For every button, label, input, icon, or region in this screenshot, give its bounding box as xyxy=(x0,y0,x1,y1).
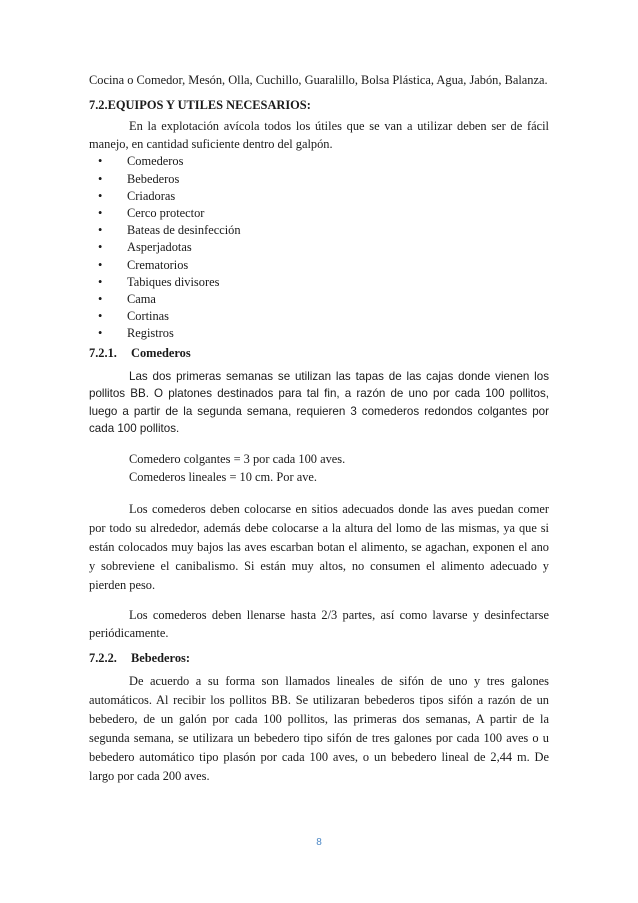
spacer xyxy=(89,595,549,607)
section-7-2-paragraph: En la explotación avícola todos los útiles que se van a utilizar deben ser de fácil manejo, en cantidad suficiente dentro del galpón. xyxy=(89,119,549,151)
list-item: • Comederos xyxy=(89,153,549,170)
list-item: • Cama xyxy=(89,291,549,308)
list-item: • Cerco protector xyxy=(89,205,549,222)
bullet-icon: • xyxy=(98,171,103,186)
section-7-2-1-heading xyxy=(89,345,549,363)
spacer xyxy=(89,486,549,500)
bullet-icon: • xyxy=(98,205,103,220)
section-7-2-heading: 7.2.EQUIPOS Y UTILES NECESARIOS: xyxy=(89,97,311,112)
section-number: 7.2.1. xyxy=(89,345,117,360)
bebederos-paragraph: De acuerdo a su forma son llamados lineales de sifón de uno y tres galones automáticos. Al recibir los pollitos BB. Se utilizaran bebederos tipos sifón a razón de un bebedero, de un galón por cada 100 pollitos, las primeras dos semanas, A partir de la segunda semana, se utilizara un bebedero tipo sifón de tres galones por cada 100 aves o u bebedero automático tipo plasón por cada 100 aves, o un bebedero lineal de 2,44 m. De largo por cada 200 aves. xyxy=(89,673,549,783)
bullet-icon: • xyxy=(98,274,103,289)
document-page xyxy=(89,72,549,786)
list-item: • Tabiques divisores xyxy=(89,274,549,291)
bullet-icon: • xyxy=(98,257,103,272)
comederos-paragraph-1: Las dos primeras semanas se utilizan las tapas de las cajas donde vienen los pollitos BB. O platones destinados para tal fin, a razón de uno por cada 100 pollitos, luego a partir de la segunda semana, requieren 3 comederos redondos colgantes por cada 100 pollitos. xyxy=(89,370,549,435)
list-item: • Criadoras xyxy=(89,188,549,205)
list-item: • Bebederos xyxy=(89,171,549,188)
section-7-2-2-heading xyxy=(89,650,549,668)
list-item: • Asperjadotas xyxy=(89,239,549,256)
list-item: • Registros xyxy=(89,325,549,342)
bullet-icon: • xyxy=(98,240,103,255)
list-item: • Crematorios xyxy=(89,257,549,274)
formula-comedero-colgantes: Comedero colgantes = 3 por cada 100 aves. xyxy=(129,452,346,467)
comederos-paragraph-2: Los comederos deben colocarse en sitios adecuados donde las aves puedan comer por todo su alrededor, además debe colocarse a la altura del lomo de las mismas, ya que si están colocados muy bajos las aves escarban botan el alimento, se agachan, exponen el ano y sobreviene el canibalismo. Si están muy altos, no consumen el alimento adecuado y pierden peso. xyxy=(89,502,549,593)
intro-paragraph: Cocina o Comedor, Mesón, Olla, Cuchillo, Guaralillo, Bolsa Plástica, Agua, Jabón, Balanza. xyxy=(89,73,548,87)
section-number: 7.2.2. xyxy=(89,651,117,666)
bullet-icon: • xyxy=(98,292,103,306)
bullet-icon: • xyxy=(98,154,103,169)
list-item: • Bateas de desinfección xyxy=(89,222,549,239)
bullet-icon: • xyxy=(98,188,103,203)
bullet-icon: • xyxy=(98,326,103,341)
list-item: • Cortinas xyxy=(89,308,549,325)
page-number: 8 xyxy=(316,837,322,848)
comederos-paragraph-3: Los comederos deben llenarse hasta 2/3 partes, así como lavarse y desinfectarse periódicamente. xyxy=(89,608,549,640)
spacer xyxy=(89,437,549,451)
bullet-icon: • xyxy=(98,309,103,324)
section-title: Bebederos: xyxy=(131,651,190,666)
bullet-icon: • xyxy=(98,223,103,238)
equipment-list xyxy=(89,153,549,342)
section-title: Comederos xyxy=(131,345,191,360)
formula-comederos-lineales: Comederos lineales = 10 cm. Por ave. xyxy=(129,469,317,484)
